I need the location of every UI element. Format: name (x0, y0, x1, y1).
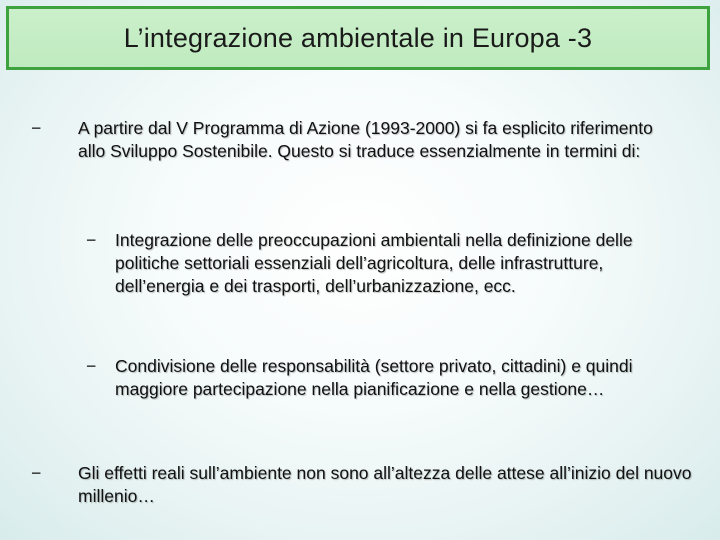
sub-bullet-dash: − (86, 230, 97, 250)
bullet-2-text: Gli effetti reali sull’ambiente non sono all’altezza delle attese all’inizio del nuovo millenio… (78, 463, 692, 506)
slide-title: L’integrazione ambientale in Europa -3 (123, 22, 593, 53)
sub-bullet-2-text: Condivisione delle responsabilità (settore privato, cittadini) e quindi maggiore partecipazione nella pianificazione e nella gestione… (115, 356, 633, 399)
sub-bullet-dash: − (86, 356, 97, 376)
sub-bullet-1-text: Integrazione delle preoccupazioni ambientali nella definizione delle politiche settoriali essenziali dell’agricoltura, delle infrastrutture, dell’energia e dei trasporti, dell’urbanizzazione, ecc. (115, 230, 633, 296)
bullet-dash: − (31, 463, 42, 483)
bullet-dash: − (31, 118, 42, 138)
bullet-1-text: A partire dal V Programma di Azione (1993-2000) si fa esplicito riferimento allo Sviluppo Sostenibile. Questo si traduce essenzialmente in termini di: (78, 118, 653, 161)
slide-title-box (6, 6, 710, 70)
